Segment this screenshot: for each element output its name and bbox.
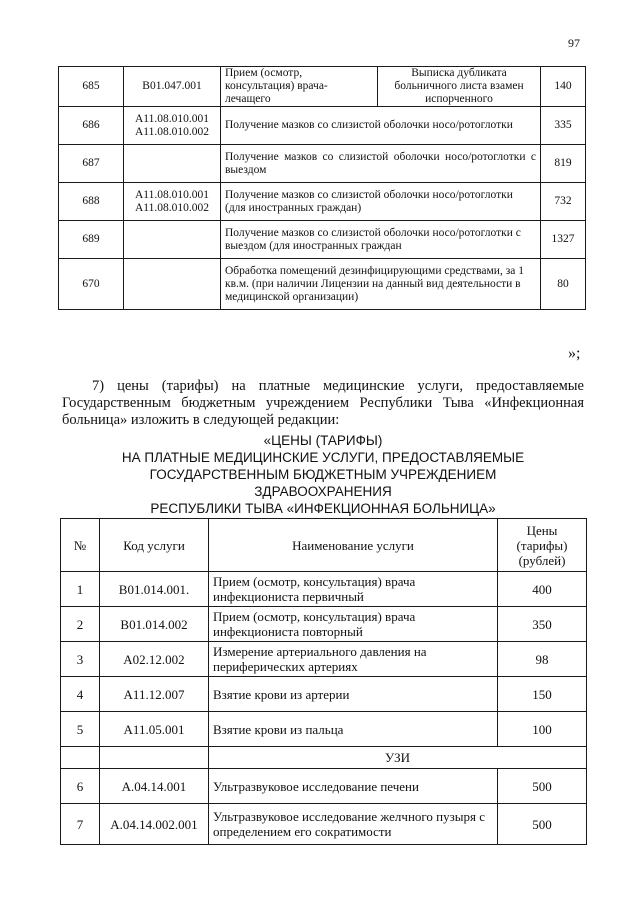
price-table <box>60 518 587 845</box>
service-name: Ультразвуковое исследование печени <box>209 769 498 804</box>
heading-line: ГОСУДАРСТВЕННЫМ БЮДЖЕТНЫМ УЧРЕЖДЕНИЕМ <box>149 467 497 482</box>
service-price: 100 <box>498 712 587 747</box>
service-name: Прием (осмотр, консультация) врача-лечащего <box>221 67 378 107</box>
section-row <box>61 747 587 769</box>
row-number: 686 <box>59 107 124 145</box>
service-name: Получение мазков со слизистой оболочки носо/ротоглотки (для иностранных граждан) <box>221 183 541 221</box>
table-row <box>61 769 587 804</box>
service-name: Взятие крови из артерии <box>209 677 498 712</box>
service-code: А11.05.001 <box>100 712 209 747</box>
service-code: В01.014.001. <box>100 572 209 607</box>
service-price: 500 <box>498 804 587 845</box>
page-number: 97 <box>568 36 580 50</box>
header-code: Код услуги <box>100 519 209 572</box>
row-number: 7 <box>61 804 100 845</box>
previous-price-table <box>58 66 586 310</box>
header-name: Наименование услуги <box>209 519 498 572</box>
service-price: 140 <box>541 67 586 107</box>
table-row <box>61 677 587 712</box>
service-name: Обработка помещений дезинфицирующими средствами, за 1 кв.м. (при наличии Лицензии на данный вид деятельности в медицинской организации) <box>221 259 541 310</box>
table-row <box>59 145 586 183</box>
row-number: 3 <box>61 642 100 677</box>
service-name: Взятие крови из пальца <box>209 712 498 747</box>
heading-line: «ЦЕНЫ (ТАРИФЫ) <box>263 433 383 448</box>
service-code <box>124 221 221 259</box>
service-name: Получение мазков со слизистой оболочки носо/ротоглотки с выездом <box>221 145 541 183</box>
service-name-extra: Выписка дубликата больничного листа взамен испорченного <box>378 67 541 107</box>
service-code: А11.08.010.001 А11.08.010.002 <box>124 107 221 145</box>
table-header-row <box>61 519 587 572</box>
row-number: 670 <box>59 259 124 310</box>
table-row <box>59 107 586 145</box>
service-price: 400 <box>498 572 587 607</box>
service-price: 732 <box>541 183 586 221</box>
service-price: 150 <box>498 677 587 712</box>
service-name: Прием (осмотр, консультация) врача инфекциониста повторный <box>209 607 498 642</box>
service-code: В01.014.002 <box>100 607 209 642</box>
service-price: 335 <box>541 107 586 145</box>
row-number: 687 <box>59 145 124 183</box>
row-number: 2 <box>61 607 100 642</box>
row-number: 688 <box>59 183 124 221</box>
service-code: А.04.14.002.001 <box>100 804 209 845</box>
service-price: 350 <box>498 607 587 642</box>
table-row <box>59 259 586 310</box>
price-list-heading <box>62 432 584 517</box>
service-code: А11.12.007 <box>100 677 209 712</box>
service-price: 80 <box>541 259 586 310</box>
row-number: 689 <box>59 221 124 259</box>
row-number: 685 <box>59 67 124 107</box>
section-title: УЗИ <box>209 747 587 769</box>
service-code <box>124 145 221 183</box>
row-number: 4 <box>61 677 100 712</box>
service-code <box>124 259 221 310</box>
row-number: 5 <box>61 712 100 747</box>
service-code: В01.047.001 <box>124 67 221 107</box>
table-row <box>61 572 587 607</box>
service-name: Получение мазков со слизистой оболочки носо/ротоглотки с выездом (для иностранных граждан <box>221 221 541 259</box>
service-name: Прием (осмотр, консультация) врача инфекциониста первичный <box>209 572 498 607</box>
table-row <box>59 67 586 107</box>
table-row <box>61 712 587 747</box>
table-row <box>61 607 587 642</box>
header-number: № <box>61 519 100 572</box>
service-code: А.04.14.001 <box>100 769 209 804</box>
row-number: 1 <box>61 572 100 607</box>
table-row <box>59 183 586 221</box>
table-row <box>61 642 587 677</box>
service-price: 98 <box>498 642 587 677</box>
closing-quote: »; <box>568 345 581 362</box>
table-row <box>61 804 587 845</box>
table-row <box>59 221 586 259</box>
heading-line: ЗДРАВООХРАНЕНИЯ <box>254 484 392 499</box>
service-code: А11.08.010.001 А11.08.010.002 <box>124 183 221 221</box>
heading-line: НА ПЛАТНЫЕ МЕДИЦИНСКИЕ УСЛУГИ, ПРЕДОСТАВЛЯЕМЫЕ <box>121 450 525 465</box>
service-name: Измерение артериального давления на периферических артериях <box>209 642 498 677</box>
service-price: 1327 <box>541 221 586 259</box>
service-code: А02.12.002 <box>100 642 209 677</box>
header-price: Цены (тарифы) (рублей) <box>498 519 587 572</box>
service-price: 500 <box>498 769 587 804</box>
row-number: 6 <box>61 769 100 804</box>
service-name: Ультразвуковое исследование желчного пузыря с определением его сократимости <box>209 804 498 845</box>
heading-line: РЕСПУБЛИКИ ТЫВА «ИНФЕКЦИОННАЯ БОЛЬНИЦА» <box>150 501 496 516</box>
service-name: Получение мазков со слизистой оболочки носо/ротоглотки <box>221 107 541 145</box>
service-price: 819 <box>541 145 586 183</box>
amendment-paragraph: 7) цены (тарифы) на платные медицинские услуги, предоставляемые Государственным бюджетным учреждением Республики Тыва «Инфекционная больница» изложить в следующей редакции: <box>62 378 584 428</box>
